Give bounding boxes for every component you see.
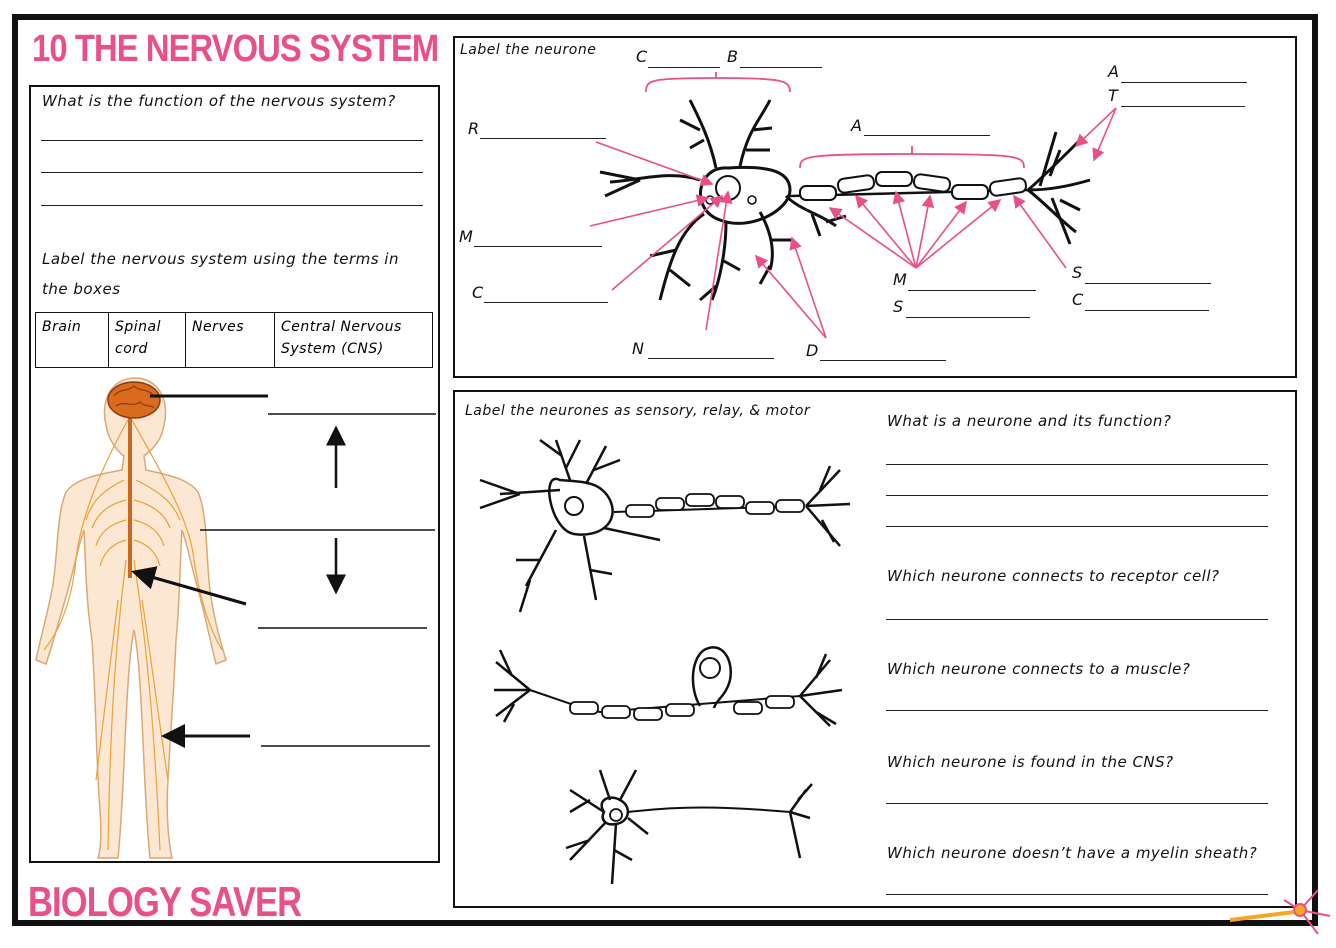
label-d: D bbox=[806, 341, 819, 360]
label-instruction: Label the nervous system using the terms in bbox=[42, 250, 399, 268]
neurone-type-1 bbox=[480, 440, 850, 612]
question-cns: Which neurone is found in the CNS? bbox=[887, 753, 1174, 771]
neurone-label-arrows bbox=[590, 108, 1116, 338]
brand-logo: BIOLOGY SAVER bbox=[28, 878, 302, 925]
function-question: What is the function of the nervous system? bbox=[42, 92, 396, 110]
label-a-right: A bbox=[1108, 62, 1119, 81]
label-m-left: M bbox=[459, 227, 473, 246]
label-m-bottom: M bbox=[893, 270, 907, 289]
label-c-top: C bbox=[636, 47, 648, 66]
label-instruction-cont: the boxes bbox=[42, 280, 121, 298]
label-r: R bbox=[468, 119, 480, 138]
label-s-bottom: S bbox=[893, 297, 904, 316]
label-c-left: C bbox=[472, 283, 484, 302]
neurone-type-2 bbox=[494, 647, 842, 726]
question-neurone-function: What is a neurone and its function? bbox=[887, 412, 1172, 430]
term-cns: Central Nervous System (CNS) bbox=[275, 313, 433, 368]
label-a-mid: A bbox=[851, 116, 862, 135]
question-myelin: Which neurone doesn’t have a myelin sheath? bbox=[887, 844, 1258, 862]
label-s-right: S bbox=[1072, 263, 1083, 282]
page-title: 10 THE NERVOUS SYSTEM bbox=[32, 28, 439, 70]
label-t-right: T bbox=[1108, 86, 1118, 105]
neurone-type-3 bbox=[566, 770, 812, 884]
neurone-heading: Label the neurone bbox=[460, 42, 597, 58]
question-muscle: Which neurone connects to a muscle? bbox=[887, 660, 1191, 678]
term-spinal-cord: Spinal cord bbox=[109, 313, 186, 368]
term-nerves: Nerves bbox=[186, 313, 275, 368]
label-n: N bbox=[632, 339, 644, 358]
term-brain: Brain bbox=[36, 313, 109, 368]
logo-neurone-icon bbox=[1230, 890, 1330, 934]
label-c-right: C bbox=[1072, 290, 1084, 309]
label-b-top: B bbox=[727, 47, 738, 66]
question-receptor: Which neurone connects to receptor cell? bbox=[887, 567, 1220, 585]
types-heading: Label the neurones as sensory, relay, & motor bbox=[465, 403, 811, 419]
neurone-diagram bbox=[600, 72, 1090, 300]
human-body-figure bbox=[36, 378, 226, 858]
